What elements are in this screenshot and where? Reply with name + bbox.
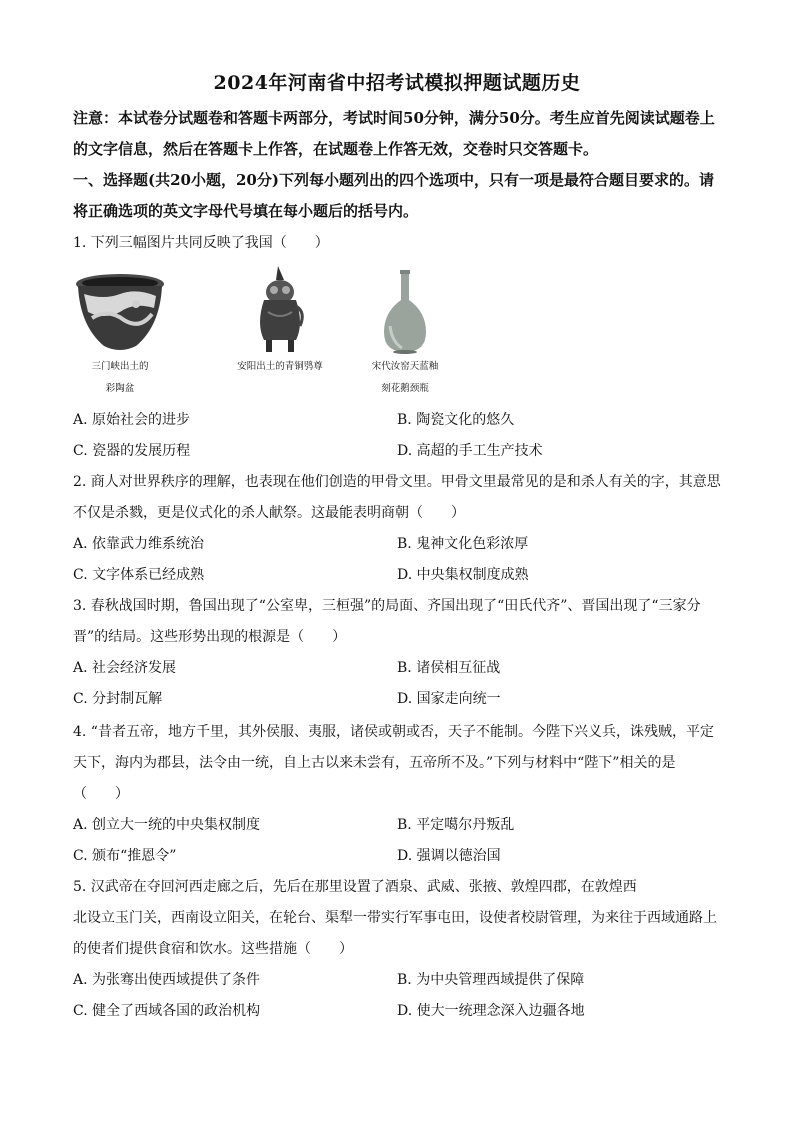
q5-stem-line-2: 北设立玉门关，西南设立阳关，在轮台、渠犁一带实行军事屯田，设使者校尉管理，为来往于西域通路上 (73, 910, 717, 926)
q4-stem-line-3: （ ） (73, 786, 129, 802)
q2-option-d: D. 中央集权制度成熟 (397, 567, 529, 583)
q1-image-2-caption-1: 安阳出土的青铜鸮尊 (237, 361, 323, 372)
q2-option-a: A. 依靠武力维系统治 (73, 536, 205, 552)
q5-option-b: B. 为中央管理西域提供了保障 (397, 972, 585, 988)
exam-notice: 注意：本试卷分试题卷和答题卡两部分，考试时间50分钟，满分50分。考生应首先阅读试题卷上的文字信息，然后在答题卡上作答，在试题卷上作答无效，交卷时只交答题卡。 (73, 109, 715, 158)
q2-stem-line-2: 不仅是杀戮，更是仪式化的杀人献祭。这最能表明商朝（ ） (73, 505, 465, 521)
q4-option-c: C. 颁布“推恩令” (73, 848, 177, 864)
q1-image-2 (220, 262, 340, 378)
q1-image-1-caption-1: 三门峡出土的 (91, 361, 149, 372)
q5-stem-line-1: 5. 汉武帝在夺回河西走廊之后，先后在那里设置了酒泉、武威、张掖、敦煌四郡，在敦煌西 (73, 879, 637, 895)
q1-option-c: C. 瓷器的发展历程 (73, 443, 191, 459)
q4-option-a: A. 创立大一统的中央集权制度 (73, 817, 261, 833)
q3-option-c: C. 分封制瓦解 (73, 691, 163, 707)
bronze-owl-zun-image (250, 262, 310, 356)
q5-option-c: C. 健全了西域各国的政治机构 (73, 1003, 261, 1019)
q3-option-a: A. 社会经济发展 (73, 660, 177, 676)
q5-option-a: A. 为张骞出使西域提供了条件 (73, 972, 261, 988)
q2-option-b: B. 鬼神文化色彩浓厚 (397, 536, 529, 552)
q1-image-3-caption-1: 宋代汝窑天蓝釉 (371, 361, 439, 372)
q3-stem-line-2: 晋”的结局。这些形势出现的根源是（ ） (73, 629, 347, 645)
q4-option-b: B. 平定噶尔丹叛乱 (397, 817, 515, 833)
q1-stem: 1. 下列三幅图片共同反映了我国（ ） (73, 235, 329, 251)
q2-option-c: C. 文字体系已经成熟 (73, 567, 205, 583)
q3-stem-line-1: 3. 春秋战国时期，鲁国出现了“公室卑，三桓强”的局面、齐国出现了“田氏代齐”、晋国出现了“三家分 (73, 598, 701, 614)
q4-stem-line-2: 天下，海内为郡县，法令由一统，自上古以来未尝有，五帝所不及。”下列与材料中“陛下”相关的是 (73, 755, 676, 771)
q2-stem-line-1: 2. 商人对世界秩序的理解，也表现在他们创造的甲骨文里。甲骨文里最常见的是和杀人有关的字，其意思 (73, 474, 721, 490)
q3-option-b: B. 诸侯相互征战 (397, 660, 501, 676)
q1-image-3-caption-2: 刻花鹅颈瓶 (381, 383, 429, 394)
q5-option-d: D. 使大一统理念深入边疆各地 (397, 1003, 585, 1019)
q4-option-d: D. 强调以德治国 (397, 848, 501, 864)
q1-image-3 (352, 266, 458, 400)
painted-pottery-basin-image (74, 268, 166, 356)
q1-option-d: D. 高超的手工生产技术 (397, 443, 543, 459)
q3-option-d: D. 国家走向统一 (397, 691, 501, 707)
q4-stem-line-1: 4. “昔者五帝，地方千里，其外侯服、夷服，诸侯或朝或否，天子不能制。今陛下兴义兵，诛残贼，平定 (73, 724, 714, 740)
q1-option-b: B. 陶瓷文化的悠久 (397, 412, 515, 428)
q1-image-1-caption-2: 彩陶盆 (105, 383, 135, 394)
q1-image-1 (70, 268, 170, 400)
q1-option-a: A. 原始社会的进步 (73, 412, 191, 428)
exam-title: 2024年河南省中招考试模拟押题试题历史 (213, 72, 581, 94)
section-instructions: 一、选择题(共20小题，20分)下列每小题列出的四个选项中，只有一项是最符合题目要求的。请将正确选项的英文字母代号填在每小题后的括号内。 (73, 171, 714, 220)
q5-stem-line-3: 的使者们提供食宿和饮水。这些措施（ ） (73, 941, 353, 957)
ru-kiln-vase-image (380, 266, 430, 356)
